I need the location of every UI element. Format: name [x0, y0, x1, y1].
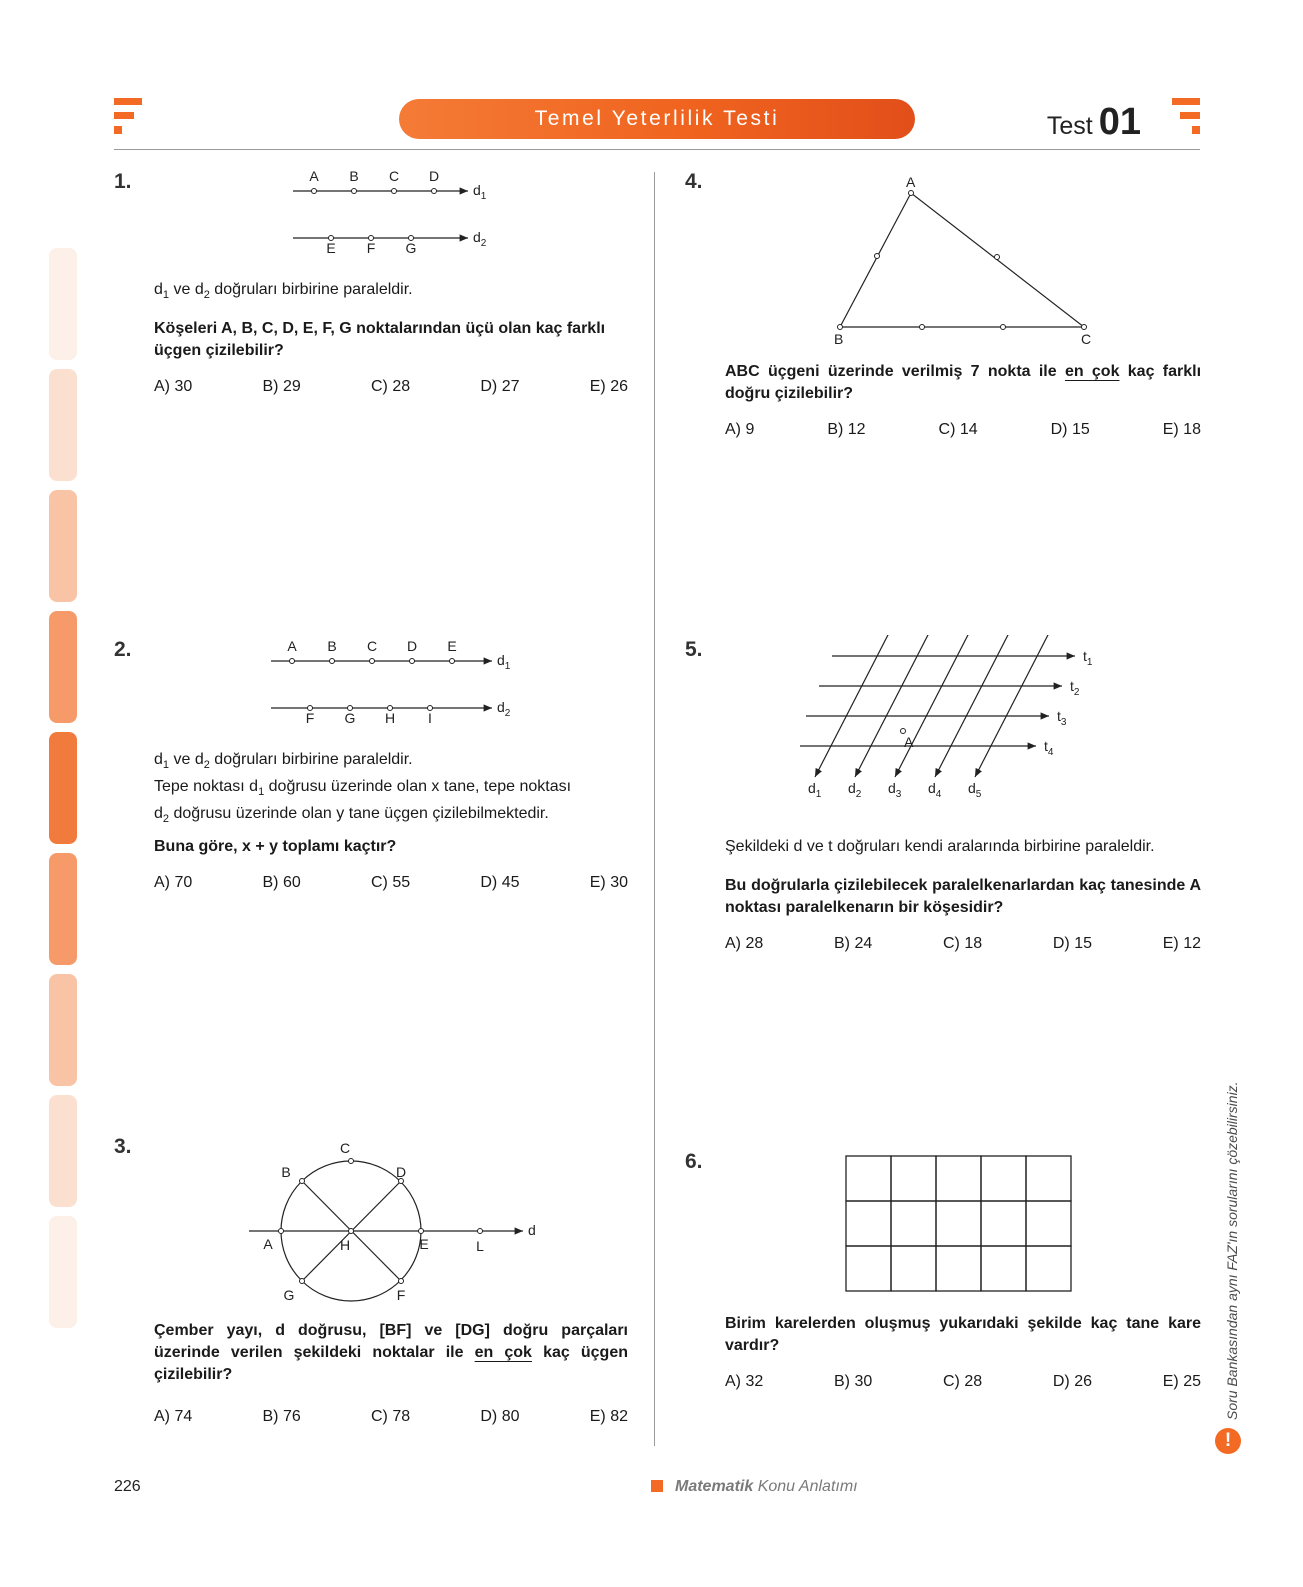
q2-option-a[interactable]: A) 70 — [154, 874, 193, 891]
q1-point-c — [392, 189, 397, 194]
q4-point-ac-mid — [995, 255, 1000, 260]
page-number: 226 — [114, 1478, 141, 1495]
q1-point-b — [352, 189, 357, 194]
q3-label-b: B — [281, 1164, 291, 1180]
q5-label-d1: $d_1$ — [808, 780, 822, 800]
question-number-4: 4. — [685, 170, 703, 193]
q5-statement: Şekildeki d ve t doğruları kendi aralarında birbirine paraleldir. — [725, 838, 1155, 855]
q2-label-d: D — [406, 638, 418, 654]
q3-label-f: F — [396, 1287, 406, 1303]
q6-grid-cell — [1026, 1246, 1071, 1291]
side-note: Soru Bankasından aynı FAZ'ın sorularını çözebilirsiniz. — [1224, 1081, 1240, 1420]
q2-line-d1-label: $d_1$ — [497, 652, 511, 672]
brand-logo-left — [114, 98, 144, 142]
q5-option-d[interactable]: D) 15 — [1052, 935, 1092, 952]
q6-option-d[interactable]: D) 26 — [1052, 1373, 1092, 1390]
q3-label-g: G — [283, 1287, 295, 1303]
q4-question: ABC üçgeni üzerinde verilmiş 7 nokta ile en çok kaç farklı doğru çizilebilir? — [725, 363, 1202, 402]
q6-option-a[interactable]: A) 32 — [725, 1373, 764, 1390]
q1-label-c: C — [388, 168, 400, 184]
q4-options — [725, 421, 1201, 439]
q4-triangle — [840, 193, 1084, 327]
q4-point-a — [909, 191, 914, 196]
q5-point-a — [901, 729, 906, 734]
side-tab — [49, 611, 77, 723]
footer-square-icon — [651, 1480, 663, 1492]
q6-grid-cell — [936, 1246, 981, 1291]
q4-label-b: B — [834, 331, 844, 347]
q2-label-b: B — [327, 638, 337, 654]
q3-point-e — [419, 1229, 424, 1234]
q2-label-g: G — [344, 710, 356, 726]
q1-line-d1-label: $d_1$ — [473, 182, 487, 202]
q5-label-d4: $d_4$ — [928, 780, 942, 800]
q6-question: Birim karelerden oluşmuş yukarıdaki şekilde kaç tane kare vardır? — [725, 1315, 1201, 1354]
q3-option-a[interactable]: A) 74 — [154, 1408, 193, 1425]
question-number-5: 5. — [685, 638, 703, 661]
brand-logo-right — [1170, 98, 1200, 142]
q1-option-a[interactable]: A) 30 — [154, 378, 193, 395]
test-title-banner: Temel Yeterlilik Testi — [399, 99, 915, 139]
q2-point-e — [450, 659, 455, 664]
q4-point-b — [838, 325, 843, 330]
q6-option-e[interactable]: E) 25 — [1162, 1373, 1201, 1390]
q6-grid-cell — [936, 1156, 981, 1201]
q1-label-b: B — [349, 168, 359, 184]
q6-grid-cell — [846, 1201, 891, 1246]
q5-option-e[interactable]: E) 12 — [1162, 935, 1201, 952]
q4-label-a: A — [906, 174, 916, 190]
q2-label-h: H — [384, 710, 396, 726]
q3-point-f — [399, 1279, 404, 1284]
q2-line-d2-label: $d_2$ — [497, 699, 511, 719]
q6-option-c[interactable]: C) 28 — [943, 1373, 983, 1390]
q4-option-a[interactable]: A) 9 — [725, 421, 755, 438]
q3-label-c: C — [339, 1140, 351, 1156]
exclamation-icon: ! — [1215, 1428, 1241, 1454]
test-number: 01 — [1098, 101, 1141, 143]
question-number-6: 6. — [685, 1150, 703, 1173]
q3-point-h — [349, 1229, 354, 1234]
q2-description-line1: Tepe noktası $d_1$ doğrusu üzerinde olan x tane, tepe noktası — [154, 778, 572, 799]
q1-statement: $d_1$ ve $d_2$ doğruları birbirine paraleldir. — [154, 281, 413, 302]
q1-label-d: D — [428, 168, 440, 184]
q6-grid-cell — [846, 1156, 891, 1201]
q6-grid-cell — [891, 1246, 936, 1291]
q4-point-ab-mid — [875, 254, 880, 259]
q5-option-b[interactable]: B) 24 — [834, 935, 873, 952]
q5-figure — [800, 635, 1110, 815]
q3-point-b — [300, 1179, 305, 1184]
side-tab — [49, 974, 77, 1086]
q6-grid-cell — [846, 1246, 891, 1291]
q5-label-d3: $d_3$ — [888, 780, 902, 800]
q3-label-e: E — [419, 1236, 429, 1252]
q5-label-t2: $t_2$ — [1070, 678, 1080, 698]
q1-point-d — [432, 189, 437, 194]
q1-option-c[interactable]: C) 28 — [371, 378, 411, 395]
q3-option-b[interactable]: B) 76 — [262, 1408, 301, 1425]
q2-point-c — [370, 659, 375, 664]
q6-grid-cell — [1026, 1156, 1071, 1201]
q6-grid-cell — [981, 1156, 1026, 1201]
q1-option-d[interactable]: D) 27 — [480, 378, 520, 395]
q2-point-d — [410, 659, 415, 664]
q1-option-b[interactable]: B) 29 — [262, 378, 301, 395]
q3-point-a — [279, 1229, 284, 1234]
side-tab — [49, 1216, 77, 1328]
q3-option-c[interactable]: C) 78 — [371, 1408, 411, 1425]
q6-grid-cell — [891, 1156, 936, 1201]
q4-label-c: C — [1081, 331, 1092, 347]
q3-label-a: A — [263, 1236, 273, 1252]
test-label — [1047, 102, 1141, 146]
q2-figure — [260, 637, 530, 737]
q3-option-d[interactable]: D) 80 — [480, 1408, 520, 1425]
q1-label-g: G — [405, 240, 417, 256]
footer-subject: Matematik — [675, 1478, 754, 1495]
q6-grid-cell — [981, 1246, 1026, 1291]
q1-label-a: A — [309, 168, 319, 184]
q3-label-l: L — [476, 1238, 484, 1254]
q2-label-i: I — [428, 710, 432, 726]
q2-label-c: C — [366, 638, 378, 654]
question-number-3: 3. — [114, 1135, 132, 1158]
q4-point-bc-2 — [1001, 325, 1006, 330]
q2-description-line2: $d_2$ doğrusu üzerinde olan y tane üçgen çizilebilmektedir. — [154, 805, 549, 826]
q2-label-a: A — [287, 638, 297, 654]
side-tab — [49, 248, 77, 360]
q3-figure — [240, 1135, 550, 1310]
column-divider — [654, 172, 655, 1446]
q2-label-f: F — [305, 710, 315, 726]
side-tab — [49, 732, 77, 844]
question-number-1: 1. — [114, 170, 132, 193]
q2-point-b — [330, 659, 335, 664]
q5-option-a[interactable]: A) 28 — [725, 935, 764, 952]
q1-question: Köşeleri A, B, C, D, E, F, G noktalarından üçü olan kaç farklı üçgen çizilebilir? — [154, 320, 606, 359]
q5-label-d2: $d_2$ — [848, 780, 862, 800]
q2-question: Buna göre, x + y toplamı kaçtır? — [154, 838, 397, 855]
test-label-text: Test — [1046, 112, 1093, 140]
q5-label-t4: $t_4$ — [1044, 738, 1054, 758]
q6-grid-figure — [845, 1155, 1077, 1295]
q3-point-g — [300, 1279, 305, 1284]
q3-point-l — [478, 1229, 483, 1234]
q2-option-e[interactable]: E) 30 — [589, 874, 628, 891]
q1-figure — [280, 168, 510, 268]
q5-question: Bu doğrularla çizilebilecek paralelkenarlardan kaç tanesinde A noktası paralelkenarın bir köşesidir? — [725, 877, 1201, 916]
footer-book-title — [651, 1478, 858, 1496]
q2-options — [154, 874, 628, 892]
q6-grid-cell — [1026, 1201, 1071, 1246]
q5-options — [725, 935, 1201, 953]
q1-point-a — [312, 189, 317, 194]
q5-label-a: A — [904, 734, 914, 750]
q4-option-e[interactable]: E) 18 — [1162, 421, 1201, 438]
q5-label-d5: $d_5$ — [968, 780, 982, 800]
q5-label-t3: $t_3$ — [1057, 708, 1067, 728]
q4-option-c[interactable]: C) 14 — [938, 421, 978, 438]
q6-option-b[interactable]: B) 30 — [834, 1373, 873, 1390]
header-rule — [114, 149, 1200, 150]
q2-description — [154, 776, 628, 830]
q6-grid-cell — [891, 1201, 936, 1246]
q4-figure — [820, 170, 1100, 350]
q4-point-bc-1 — [920, 325, 925, 330]
q2-option-d[interactable]: D) 45 — [480, 874, 520, 891]
q3-label-d: D — [395, 1164, 407, 1180]
q6-options — [725, 1373, 1201, 1391]
q2-option-c[interactable]: C) 55 — [371, 874, 411, 891]
q3-point-c — [349, 1159, 354, 1164]
q1-options — [154, 378, 628, 396]
q5-option-c[interactable]: C) 18 — [943, 935, 983, 952]
q1-label-f: F — [366, 240, 376, 256]
q2-point-a — [290, 659, 295, 664]
side-tab — [49, 853, 77, 965]
q4-option-b[interactable]: B) 12 — [827, 421, 866, 438]
q5-label-t1: $t_1$ — [1083, 648, 1093, 668]
side-tab — [49, 490, 77, 602]
side-tab — [49, 369, 77, 481]
q4-option-d[interactable]: D) 15 — [1050, 421, 1090, 438]
q2-label-e: E — [447, 638, 457, 654]
q1-option-e[interactable]: E) 26 — [589, 378, 628, 395]
q2-option-b[interactable]: B) 60 — [262, 874, 301, 891]
q6-grid-cell — [981, 1201, 1026, 1246]
question-number-2: 2. — [114, 638, 132, 661]
q2-statement: $d_1$ ve $d_2$ doğruları birbirine paraleldir. — [154, 751, 413, 772]
q6-grid-cell — [936, 1201, 981, 1246]
q3-options — [154, 1408, 628, 1426]
q4-point-c — [1082, 325, 1087, 330]
q3-option-e[interactable]: E) 82 — [589, 1408, 628, 1425]
footer-subtitle: Konu Anlatımı — [757, 1478, 858, 1495]
q3-label-h: H — [339, 1237, 351, 1253]
q3-question: Çember yayı, d doğrusu, [BF] ve [DG] doğru parçaları üzerinde verilen şekildeki noktalar ile en çok kaç üçgen çizilebilir? — [154, 1322, 628, 1383]
q3-line-d-label: d — [528, 1222, 536, 1238]
side-tab — [49, 1095, 77, 1207]
q1-label-e: E — [326, 240, 336, 256]
q1-line-d2-label: $d_2$ — [473, 229, 487, 249]
